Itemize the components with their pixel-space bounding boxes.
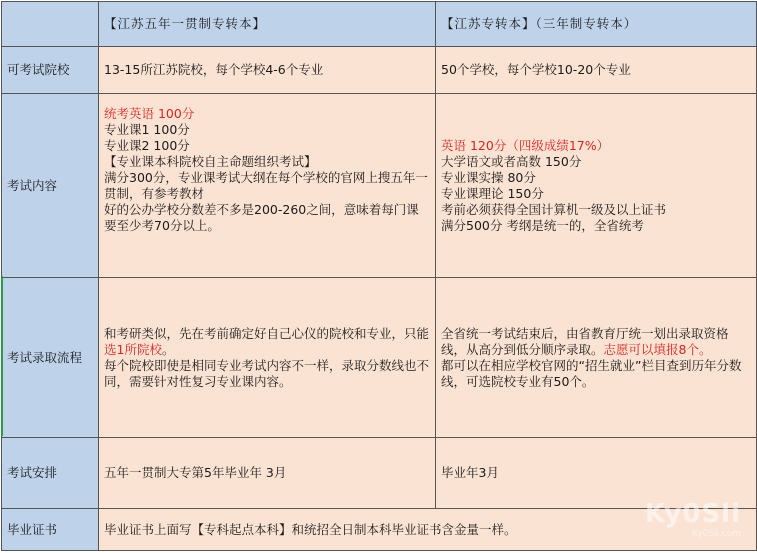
column-header-five-year: 【江苏五年一贯制专转本】 bbox=[99, 2, 436, 47]
content-three-year bbox=[436, 94, 757, 278]
admission-five-year-text1: 和考研类似，先在考前确定好自己心仪的院校和专业，只能 bbox=[104, 325, 430, 341]
watermark-logo-text: Ky0Sli bbox=[644, 499, 741, 529]
row-label-schedule: 考试安排 bbox=[2, 438, 99, 509]
admission-five-year-highlight: 选1所院校 bbox=[104, 341, 162, 357]
schedule-three-year: 毕业年3月 bbox=[436, 438, 757, 509]
content-three-year-total: 满分500分 考纲是统一的，全省统考 bbox=[441, 217, 644, 233]
content-three-year-theory: 专业课理论 150分 bbox=[441, 185, 544, 201]
column-header-three-year: 【江苏专转本】（三年制专转本） bbox=[436, 2, 757, 47]
content-three-year-certificate: 考前必须获得全国计算机一级及以上证书 bbox=[441, 201, 667, 217]
content-three-year-english: 英语 120分（四级成绩17%） bbox=[441, 137, 610, 153]
content-five-year-total: 满分300分，专业课考试大纲在每个学校的官网上搜五年一贯制，有参考教材 bbox=[104, 170, 428, 201]
corner-cell bbox=[2, 2, 99, 47]
row-label-certificate: 毕业证书 bbox=[2, 509, 99, 551]
admission-three-year bbox=[436, 278, 757, 438]
content-three-year-chinese-math: 大学语文或者高数 150分 bbox=[441, 153, 582, 169]
row-label-admission: 考试录取流程 bbox=[2, 278, 99, 438]
table-row-schools bbox=[2, 47, 757, 94]
admission-three-year-text2: 都可以在相应学校官网的“招生就业”栏目查到历年分数线，可选院校专业有50个。 bbox=[441, 357, 742, 389]
row-label-schools: 可考试院校 bbox=[2, 47, 99, 94]
site-watermark bbox=[645, 499, 741, 539]
admission-three-year-text1: 全省统一考试结束后，由省教育厅统一划出录取资格线，从高分到低分顺序录取。 bbox=[441, 325, 729, 357]
content-five-year bbox=[99, 94, 436, 278]
table-header-row bbox=[2, 2, 757, 47]
admission-five-year-text3: 每个院校即使是相同专业考试内容不一样，录取分数线也不同，需要针对性复习专业课内容。 bbox=[104, 357, 430, 389]
content-five-year-score-range: 好的公办学校分数差不多是200-260之间，意味着每门课要至少考70分以上。 bbox=[104, 202, 419, 233]
table-row-schedule bbox=[2, 438, 757, 509]
row-selection-marker bbox=[1, 276, 3, 436]
content-five-year-english: 统考英语 100分 bbox=[104, 106, 195, 121]
schools-three-year: 50个学校，每个学校10-20个专业 bbox=[436, 47, 757, 94]
schools-five-year: 13-15所江苏院校，每个学校4-6个专业 bbox=[99, 47, 436, 94]
row-label-content: 考试内容 bbox=[2, 94, 99, 278]
watermark-subtext: Ky0Sli.com bbox=[691, 529, 741, 539]
admission-five-year-text2: 。 bbox=[161, 341, 175, 357]
table-row-certificate bbox=[2, 509, 757, 551]
table-row-content bbox=[2, 94, 757, 278]
content-five-year-major2: 专业课2 100分 bbox=[104, 138, 190, 153]
certificate-merged-cell: 毕业证书上面写【专科起点本科】和统招全日制本科毕业证书含金量一样。 bbox=[99, 509, 757, 551]
admission-three-year-highlight: 志愿可以填报8个。 bbox=[603, 341, 712, 357]
content-five-year-note: 【专业课本科院校自主命题组织考试】 bbox=[104, 154, 317, 169]
comparison-table bbox=[1, 1, 757, 551]
admission-five-year bbox=[99, 278, 436, 438]
content-three-year-practice: 专业课实操 80分 bbox=[441, 169, 536, 185]
table-row-admission bbox=[2, 278, 757, 438]
content-five-year-major1: 专业课1 100分 bbox=[104, 122, 190, 137]
schedule-five-year: 五年一贯制大专第5年毕业年 3月 bbox=[99, 438, 436, 509]
